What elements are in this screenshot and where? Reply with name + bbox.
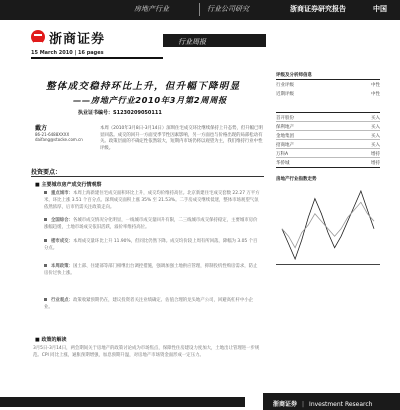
stock-rating: 增持 [371, 152, 380, 157]
table-row [276, 140, 380, 149]
certificate-line: 执业证书编号：S1230209050111 [78, 110, 162, 116]
bullet-item [44, 218, 260, 232]
bullet-label: 本周政策： [51, 264, 73, 269]
bullet-icon [44, 298, 47, 301]
bullet-text: 本周上海新建住宅成交面积环比上升，成交均价维持高位。北京新建住宅成交套数 22.27 万平方米，环比上涨 3.51 个百分点。深圳成交面积上涨 35% 至 21.53%。二手房成交继续低迷，整体市场观望气氛依然浓厚，后市仍需关注政策走向。 [44, 191, 260, 210]
analyst-phone: 86-21-6488XXXX [35, 132, 70, 137]
table-row [276, 113, 380, 122]
stock-name: 首开股份 [276, 116, 294, 121]
rating-row [276, 80, 380, 89]
stock-rating: 增持 [371, 161, 380, 166]
bullet-text: 本周成交量环比上升 11.90%，但同比仍然下降。成交均价较上周有所回落，降幅为 3.05 个百分点。 [44, 239, 258, 251]
header-category: 房地产行业 [134, 5, 169, 13]
brand-logo [31, 29, 105, 45]
index-chart [276, 185, 380, 265]
analyst-block [35, 123, 85, 142]
bullet-label: 全国综合： [51, 218, 73, 223]
logo-icon [31, 30, 45, 44]
bullet-text: 国土部、住建部等部门相继出台调控措施，强调加强土地供应管理，抑制投机性购房需求，防止房价过快上涨。 [44, 264, 258, 276]
footer [0, 393, 400, 410]
footer-brand: 浙商证券 [273, 401, 298, 408]
rating-value: 中性 [371, 92, 380, 97]
section-rule [31, 176, 264, 177]
rating-label: 近期评级 [276, 92, 294, 97]
header-region: 中国 [373, 5, 387, 13]
bullet-icon [44, 191, 47, 194]
report-title: 整体成交稳持环比上升，但升幅下降明显 [46, 81, 241, 92]
footer-left-bar [0, 397, 245, 407]
footer-brand-bar [263, 393, 400, 410]
stock-rating: 买入 [371, 116, 380, 121]
investment-heading: 投资要点： [31, 169, 62, 176]
header-report-title: 浙商证券研究报告 [290, 5, 346, 13]
page-count: 16 pages [78, 50, 104, 56]
sidebar [276, 69, 380, 265]
top-bar [0, 0, 400, 20]
date-separator: | [74, 50, 79, 56]
stock-rating: 买入 [371, 125, 380, 130]
stock-rating-table [276, 112, 380, 168]
table-row [276, 149, 380, 158]
header-rule [31, 57, 163, 59]
chart-title: 房地产行业指数走势 [276, 177, 317, 182]
stock-name: 金地集团 [276, 134, 294, 139]
bullet-item [44, 264, 260, 278]
policy-paragraph: 3月5日-3月14日，两会期间关于房地产的政策讨论成为市场焦点，保障性住房建设力度加大，土地出让管理进一步规范。CPI 同比上涨，通胀预期增强，加息预期升温，对房地产市场资金面形成一定压力。 [33, 346, 260, 358]
rating-row [276, 89, 380, 98]
bullet-icon [44, 218, 47, 221]
bullet-text: 政策收紧预期仍在，建议投资者关注业绩确定、估值合理的龙头地产公司，回避高杠杆中小企业。 [44, 298, 253, 310]
stock-name: 保利地产 [276, 125, 294, 130]
chart-series-line [282, 202, 374, 247]
stock-rating: 买入 [371, 143, 380, 148]
header-divider [199, 3, 200, 16]
bullet-item [44, 298, 260, 312]
report-subtitle: ——房地产行业2010年3月第2周周报 [73, 95, 227, 105]
summary-paragraph: 本周（2010年3月8日-3月14日）深圳住宅成交环比继续保持上升态势，但升幅已明显回落。成交的回升一方面受季节性因素影响，另一方面也与价格出现的局部松动有关。政策层面的不确定性依然较大，短期内市场仍将以观望为主，我们维持行业中性评级。 [100, 126, 263, 152]
rating-value: 中性 [371, 83, 380, 88]
date-bar [31, 50, 104, 56]
footer-unit: Investment Research [309, 401, 373, 408]
analyst-email[interactable]: daifang@stocke.com.cn [35, 137, 83, 142]
bullet-icon [44, 264, 47, 267]
report-type-tab: 行业周报 [163, 34, 266, 47]
bullet-label: 重点城市： [51, 191, 73, 196]
brand-name: 浙商证券 [49, 31, 106, 47]
table-row [276, 122, 380, 131]
stock-name: 招商地产 [276, 143, 294, 148]
table-row [276, 131, 380, 140]
stock-rating: 买入 [371, 134, 380, 139]
header-subcategory: 行业公司研究 [207, 5, 249, 13]
bullet-icon [44, 239, 47, 242]
chart-canvas [276, 185, 380, 265]
bullet-label: 楼市成交： [51, 239, 73, 244]
analyst-name: 戴方 [35, 125, 48, 132]
report-date: 15 March 2010 [31, 50, 73, 56]
table-row [276, 158, 380, 167]
section-heading-policy: ■ 政策的解读 [35, 337, 67, 343]
sidebar-heading: 评级及分析师信息 [276, 69, 380, 80]
bullet-text: 各城市成交情况分化明显，一线城市成交量回升有限，二三线城市成交保持稳定，主要城市房价涨幅趋缓，土地市场成交依旧活跃，溢价率维持高位。 [44, 218, 258, 230]
section-heading-market: ■ 主要城市房产成交行情观察 [35, 182, 102, 188]
chart-series-line [282, 191, 374, 259]
bullet-item [44, 191, 260, 212]
stock-name: 华侨城 [276, 161, 290, 166]
bullet-label: 行业观点： [51, 298, 73, 303]
bullet-item [44, 239, 260, 253]
rating-label: 行业评级 [276, 83, 294, 88]
stock-name: 万科A [276, 152, 289, 157]
footer-separator: | [302, 401, 305, 408]
